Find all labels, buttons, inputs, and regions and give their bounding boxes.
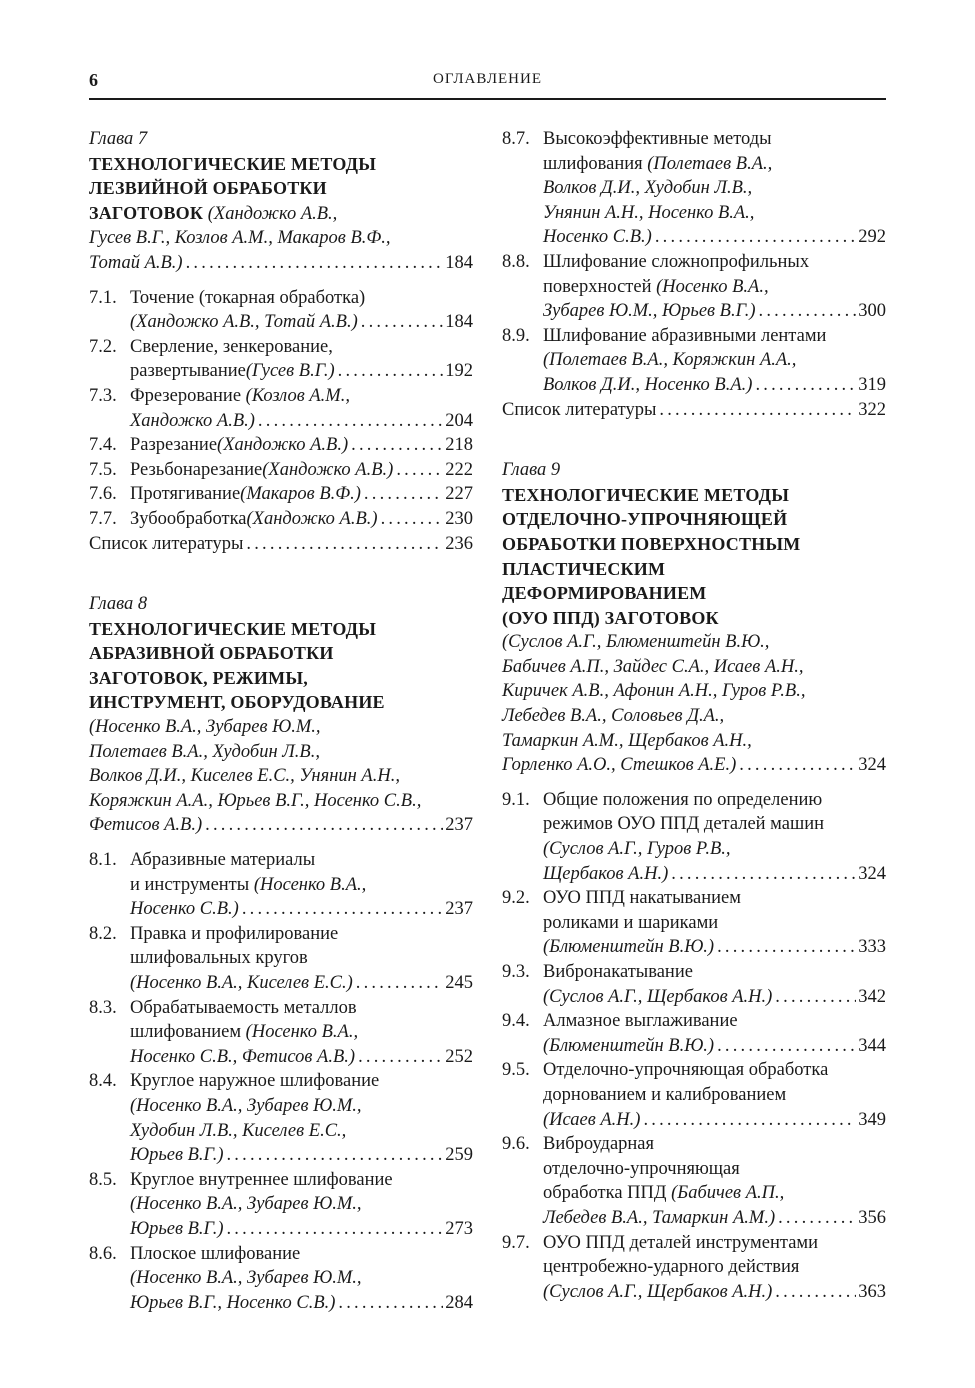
toc-entry-8-6[interactable] [89,1242,473,1316]
chapter-label: Глава 7 [89,129,148,149]
section-authors: (Носенко В.А., Зубарев Ю.М., [130,1194,362,1215]
section-number: 7.3. [89,385,117,406]
toc-left-column [89,127,473,1315]
section-authors: Унянин А.Н., Носенко В.А., [543,202,755,223]
toc-entry-7-2[interactable] [89,335,473,384]
page-ref: 324 [858,755,886,776]
chapter-authors: Гусев В.Г., Козлов А.М., Макаров В.Ф., [89,228,391,249]
section-title: ОУО ППД деталей инструментами [543,1232,819,1253]
section-authors: Лебедев В.А., Тамаркин А.М.) [543,1207,776,1228]
toc-entry-9-1[interactable] [502,788,886,886]
section-authors: (Хандожко А.В., Тотай А.В.) [130,312,358,333]
section-number: 8.7. [502,129,530,149]
page-ref: 259 [445,1145,473,1166]
section-title: шлифовальных кругов [130,948,308,969]
dot-leader [775,1280,856,1305]
chapter-title-line: ДЕФОРМИРОВАНИЕМ [502,583,707,604]
dot-leader [258,409,443,434]
section-authors: (Носенко В.А., [245,1022,359,1043]
page-ref: 252 [445,1046,473,1067]
section-authors: Юрьев В.Г., Носенко С.В.) [130,1292,336,1313]
toc-entry-7-5[interactable] [89,458,473,483]
section-title: роликами и шариками [543,912,719,933]
chapter-authors: Тотай А.В.) [89,252,183,273]
chapter-authors: Фетисов А.В.) [89,815,203,836]
toc-entry-8-1[interactable] [89,848,473,922]
dot-leader [338,1291,443,1316]
section-authors: (Козлов А.М., [245,385,350,406]
page-ref: 184 [445,252,473,273]
page-ref: 230 [445,508,473,529]
chapter-title-line: ОБРАБОТКИ ПОВЕРХНОСТНЫМ [502,533,801,554]
section-number: 8.1. [89,850,117,871]
dot-leader [246,532,443,557]
page-ref: 349 [858,1109,886,1130]
chapter-title-line: ТЕХНОЛОГИЧЕСКИЕ МЕТОДЫ [89,153,377,174]
chapter-title-line: АБРАЗИВНОЙ ОБРАБОТКИ [89,643,334,664]
dot-leader [717,935,856,960]
section-number: 7.2. [89,336,117,357]
section-title: центробежно-ударного действия [543,1257,800,1278]
page-number: 6 [89,70,98,90]
chapter-7 [89,127,473,276]
chapter-authors: Волков Д.И., Киселев Е.С., Унянин А.Н., [89,766,400,787]
toc-entry-references-8[interactable] [502,398,886,423]
chapter-title-line: ЗАГОТОВОК [89,202,204,223]
chapter-authors: (Носенко В.А., Зубарев Ю.М., [89,717,321,738]
section-title: Обрабатываемость металлов [130,997,357,1018]
page-ref: 236 [445,533,473,554]
dot-leader [643,1108,856,1133]
chapter-authors: Полетаев В.А., Худобин Л.В., [89,741,320,762]
toc-entry-8-8[interactable] [502,250,886,324]
chapter-label: Глава 8 [89,594,148,615]
section-number: 7.5. [89,459,117,480]
section-title: Сверление, зенкерование, [130,336,333,357]
section-number: 9.2. [502,888,530,909]
chapter-title-line: ТЕХНОЛОГИЧЕСКИЕ МЕТОДЫ [502,484,790,505]
section-title: Круглое наружное шлифование [130,1071,380,1092]
page-ref: 356 [858,1207,886,1228]
references-label: Список литературы [502,399,657,420]
dot-leader [364,482,443,507]
toc-entry-9-2[interactable] [502,886,886,960]
section-authors: Носенко С.В.) [543,227,652,248]
toc-entry-7-1[interactable] [89,286,473,335]
dot-leader [338,359,444,384]
dot-leader [356,971,444,996]
chapter-title-line: ЗАГОТОВОК, РЕЖИМЫ, [89,667,308,688]
section-title: Виброударная [543,1134,655,1155]
page-ref: 319 [858,374,886,395]
section-title: Резьбонарезание [130,459,263,480]
section-authors: (Макаров В.Ф.) [240,484,361,505]
dot-leader [671,862,856,887]
section-title: и инструменты [130,874,254,895]
page-ref: 333 [858,937,886,958]
page-ref: 344 [858,1035,886,1056]
section-title: шлифованием [130,1022,246,1043]
references-label: Список литературы [89,533,244,554]
section-title: Высокоэффективные методы [543,129,772,149]
section-authors: (Носенко В.А., [253,874,367,895]
section-authors: (Носенко В.А., Зубарев Ю.М., [130,1268,362,1289]
toc-entry-9-4[interactable] [502,1009,886,1058]
page-ref: 300 [858,301,886,322]
dot-leader [717,1034,856,1059]
section-number: 9.1. [502,789,530,810]
section-title: поверхностей [543,276,657,297]
toc-entry-8-9[interactable] [502,324,886,398]
page-ref: 184 [445,312,473,333]
chapter-authors: Лебедев В.А., Соловьев Д.А., [502,706,725,727]
section-title: Алмазное выглаживание [543,1011,738,1032]
toc-entry-9-6[interactable] [502,1132,886,1230]
section-title: шлифования [543,153,648,174]
section-authors: (Суслов А.Г., Гуров Р.В., [543,839,731,860]
chapter-9 [502,458,886,778]
toc-entry-9-5[interactable] [502,1058,886,1132]
toc-entry-7-6[interactable] [89,482,473,507]
toc-entry-8-4[interactable] [89,1069,473,1167]
chapter-8 [89,592,473,838]
toc-right-column [502,127,886,1304]
section-title: Фрезерование [130,385,246,406]
section-authors: (Полетаев В.А., Коряжкин А.А., [543,350,797,371]
page-ref: 363 [858,1281,886,1302]
section-title: Отделочно-упрочняющая обработка [543,1060,829,1081]
section-title: Круглое внутреннее шлифование [130,1169,393,1190]
section-title: отделочно-упрочняющая [543,1158,740,1179]
dot-leader [655,225,856,250]
chapter-label: Глава 9 [502,460,561,481]
toc-entry-8-7[interactable] [502,127,886,250]
toc-entry-9-3[interactable] [502,960,886,1009]
section-number: 7.6. [89,484,117,505]
section-authors: Волков Д.И., Носенко В.А.) [543,374,753,395]
toc-entry-references-7[interactable] [89,532,473,557]
section-number: 9.4. [502,1011,530,1032]
chapter-title-line: ОТДЕЛОЧНО-УПРОЧНЯЮЩЕЙ [502,509,788,530]
section-authors: (Носенко В.А., [656,276,769,297]
chapter-authors: Коряжкин А.А., Юрьев В.Г., Носенко С.В., [89,790,422,811]
section-authors: Щербаков А.Н.) [543,863,669,884]
chapter-title-line: (ОУО ППД) ЗАГОТОВОК [502,607,719,628]
dot-leader [226,1217,443,1242]
chapter-authors: (Суслов А.Г., Блюменштейн В.Ю., [502,632,770,653]
page-ref: 322 [858,399,886,420]
section-title: обработка ППД [543,1183,672,1204]
page-ref: 273 [445,1218,473,1239]
page-ref: 192 [445,361,473,382]
section-number: 8.2. [89,923,117,944]
section-title: режимов ОУО ППД деталей машин [543,814,825,835]
section-authors: Юрьев В.Г.) [130,1145,224,1166]
section-title: Правка и профилирование [130,923,339,944]
chapter-authors: Киричек А.В., Афонин А.Н., Гуров Р.В., [502,681,806,702]
page-ref: 237 [445,899,473,920]
section-title: Протягивание [130,484,241,505]
page-ref: 237 [445,815,473,836]
section-number: 8.3. [89,997,117,1018]
section-number: 7.1. [89,287,117,308]
toc-entry-chapter-9[interactable] [502,753,886,778]
dot-leader [775,985,856,1010]
section-number: 8.5. [89,1169,117,1190]
section-title: Шлифование сложнопрофильных [543,251,810,272]
section-authors: (Блюменштейн В.Ю.) [543,1035,715,1056]
page-ref: 218 [445,435,473,456]
section-number: 8.8. [502,251,530,272]
section-authors: (Носенко В.А., Киселев Е.С.) [130,973,353,993]
page-ref: 284 [445,1292,473,1313]
dot-leader [759,299,857,324]
page-ref: 292 [858,227,886,248]
section-authors: Носенко С.В., Фетисов А.В.) [130,1046,356,1067]
toc-entry-7-3[interactable] [89,384,473,433]
chapter-title-line: ИНСТРУМЕНТ, ОБОРУДОВАНИЕ [89,692,385,713]
section-title: Шлифование абразивными лентами [543,325,827,346]
dot-leader [396,458,443,483]
section-title: Абразивные материалы [130,850,316,871]
section-title: Вибронакатывание [543,962,693,982]
section-number: 9.5. [502,1060,530,1081]
section-number: 8.9. [502,325,530,346]
section-authors: (Хандожко А.В.) [217,435,349,456]
page-ref: 222 [445,459,473,480]
section-title: Точение (токарная обработка) [130,287,366,308]
section-authors: (Хандожко А.В.) [246,508,378,529]
dot-leader [205,813,443,838]
section-title: Разрезание [130,435,218,456]
chapter-title-line: ТЕХНОЛОГИЧЕСКИЕ МЕТОДЫ [89,618,377,639]
dot-leader [186,251,444,276]
section-title: Плоское шлифование [130,1243,301,1264]
section-title: Общие положения по определению [543,789,823,810]
toc-entry-chapter-7[interactable] [89,251,473,276]
page-ref: 204 [445,410,473,431]
dot-leader [778,1206,856,1231]
dot-leader [226,1143,443,1168]
chapter-authors: Бабичев А.П., Зайдес С.А., Исаев А.Н., [502,656,804,677]
section-authors: Хандожко А.В.) [130,410,255,431]
section-authors: Зубарев Ю.М., Юрьев В.Г.) [543,301,756,322]
section-number: 9.3. [502,962,530,982]
chapter-title-line: ПЛАСТИЧЕСКИМ [502,558,666,579]
page-ref: 245 [445,973,473,993]
section-number: 9.6. [502,1134,530,1155]
toc-entry-8-2[interactable] [89,922,473,996]
dot-leader [739,753,856,778]
dot-leader [358,1045,443,1070]
section-authors: (Хандожко А.В.) [262,459,394,480]
dot-leader [659,398,856,423]
section-number: 7.4. [89,435,117,456]
toc-entry-7-7[interactable] [89,507,473,532]
chapter-authors: (Хандожко А.В., [203,203,338,224]
section-authors: Носенко С.В.) [130,899,239,920]
section-number: 8.6. [89,1243,117,1264]
section-authors: Худобин Л.В., Киселев Е.С., [130,1120,347,1141]
section-authors: (Суслов А.Г., Щербаков А.Н.) [543,1281,773,1302]
section-number: 7.7. [89,508,117,529]
section-authors: (Суслов А.Г., Щербаков А.Н.) [543,986,773,1007]
dot-leader [361,310,443,335]
dot-leader [755,373,856,398]
running-header: ОГЛАВЛЕНИЕ [433,71,542,87]
section-title: дорнованием и калиброванием [543,1084,787,1105]
section-title: развертывание [130,361,246,382]
section-authors: (Бабичев А.П., [671,1183,785,1204]
dot-leader [242,897,443,922]
toc-entry-8-3[interactable] [89,996,473,1070]
section-title: Зубообработка [130,508,247,529]
section-number: 8.4. [89,1071,117,1092]
chapter-title-line: ЛЕЗВИЙНОЙ ОБРАБОТКИ [89,178,327,199]
page-ref: 227 [445,484,473,505]
section-authors: (Гусев В.Г.) [245,361,335,382]
dot-leader [351,433,443,458]
section-authors: Волков Д.И., Худобин Л.В., [543,178,753,199]
section-authors: (Полетаев В.А., [647,153,773,174]
section-authors: Юрьев В.Г.) [130,1218,224,1239]
toc-entry-9-7[interactable] [502,1231,886,1305]
toc-entry-7-4[interactable] [89,433,473,458]
section-authors: (Исаев А.Н.) [543,1109,641,1130]
section-authors: (Блюменштейн В.Ю.) [543,937,715,958]
toc-entry-8-5[interactable] [89,1168,473,1242]
dot-leader [381,507,444,532]
toc-entry-chapter-8[interactable] [89,813,473,838]
section-authors: (Носенко В.А., Зубарев Ю.М., [130,1095,362,1116]
section-title: ОУО ППД накатыванием [543,888,741,909]
chapter-authors: Горленко А.О., Стешков А.Е.) [502,755,737,776]
chapter-authors: Тамаркин А.М., Щербаков А.Н., [502,730,752,751]
section-number: 9.7. [502,1232,530,1253]
header-rule [89,98,886,100]
page-ref: 324 [858,863,886,884]
page-ref: 342 [858,986,886,1007]
